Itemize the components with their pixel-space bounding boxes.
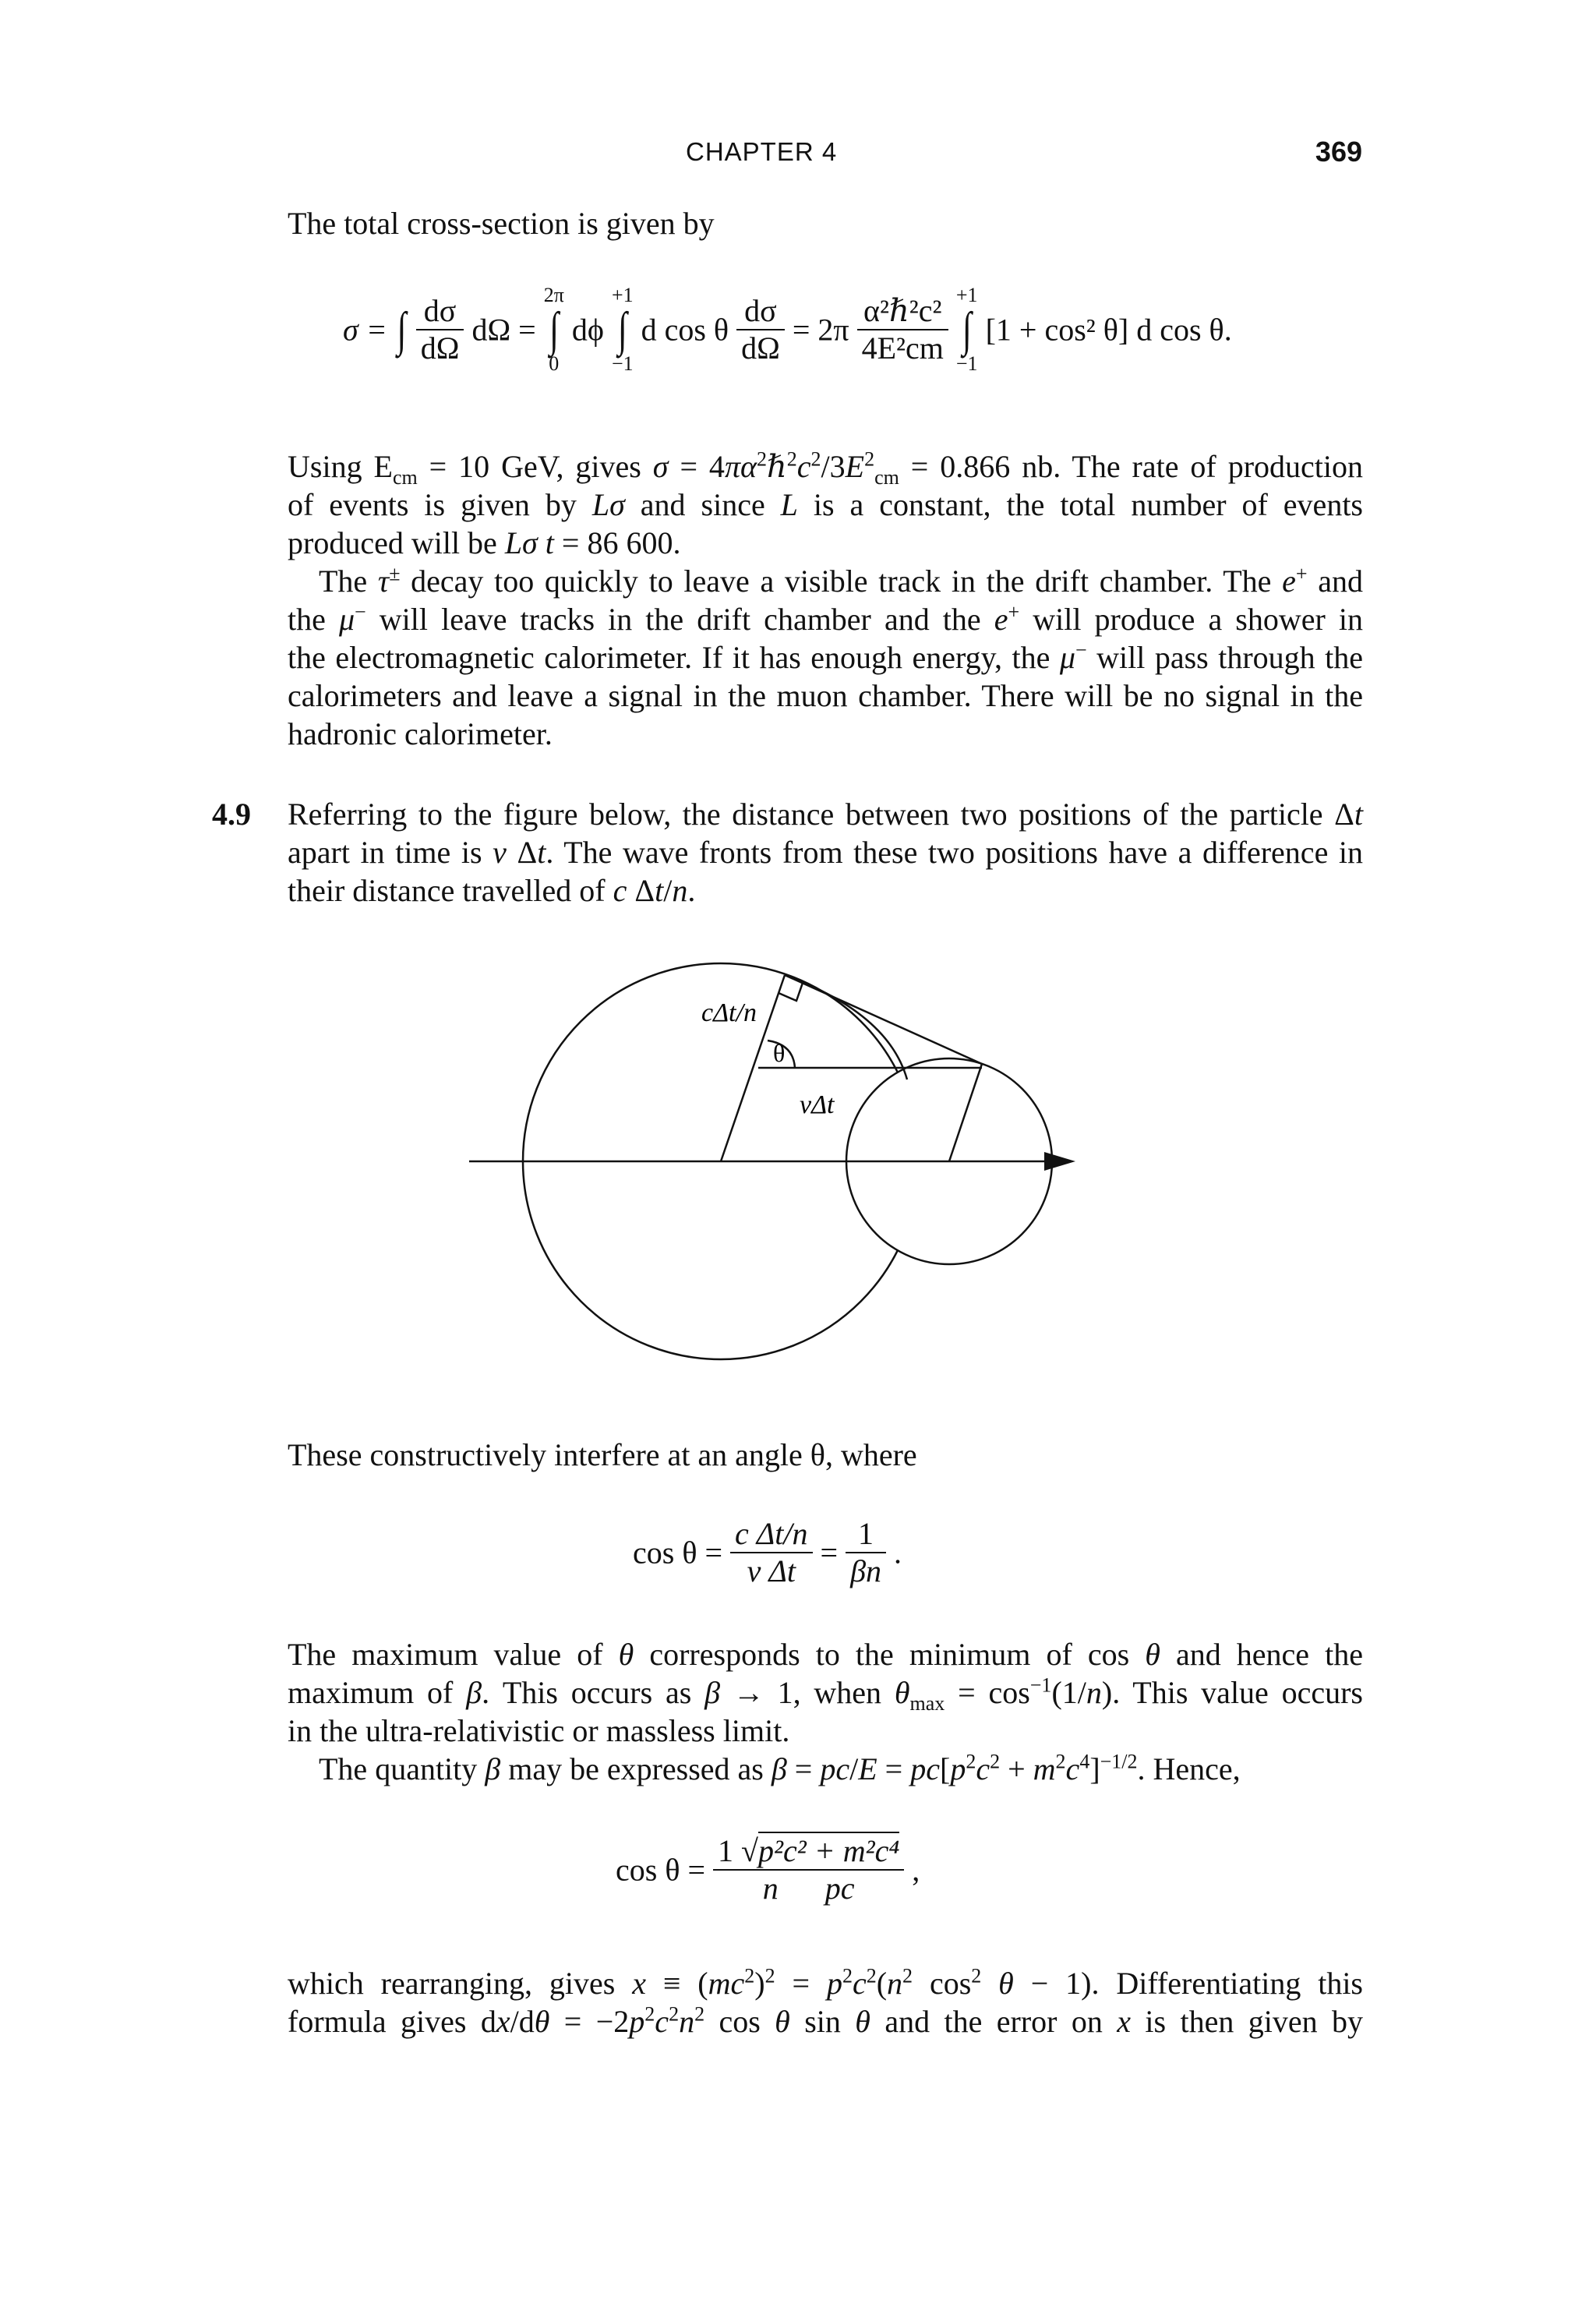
para2-line: The τ± decay too quickly to leave a visible track in the drift chamber. The e+ and xyxy=(319,562,1363,599)
para3-line: apart in time is v Δt. The wave fronts from these two positions have a difference in xyxy=(288,835,1364,870)
arc-line xyxy=(785,975,907,1079)
eq3-root: p²c² + m²c⁴ xyxy=(758,1833,900,1868)
paragraph-1 xyxy=(288,447,1363,562)
paragraph-4 xyxy=(288,1436,1363,1474)
equation-cos-theta-2 xyxy=(616,1833,920,1906)
para1-line: of events is given by Lσ and since L is a constant, the total number of events xyxy=(288,487,1363,522)
cherenkov-figure xyxy=(452,951,1122,1434)
para2-line: the μ− will leave tracks in the drift chamber and the e+ will produce a shower in xyxy=(288,600,1363,637)
para3-line: Referring to the figure below, the distance between two positions of the particle Δt xyxy=(288,797,1363,832)
equation-cross-section xyxy=(343,284,1232,375)
paragraph-2 xyxy=(288,562,1363,753)
para2-line: the electromagnetic calorimeter. If it has enough energy, the μ− will pass through the xyxy=(288,638,1364,675)
equation-cos-theta xyxy=(633,1516,902,1589)
intro-text: The total cross-section is given by xyxy=(288,206,715,241)
integral-4: +1 ∫ −1 xyxy=(955,284,978,375)
paragraph-6 xyxy=(288,1750,1363,1788)
eq2-lhs: cos θ = xyxy=(633,1535,723,1571)
integral-2: 2π ∫ 0 xyxy=(543,284,564,375)
eq1-lhs: σ = xyxy=(343,312,387,348)
paragraph-3 xyxy=(288,795,1363,910)
eq1-fraction-1: $\frac{d\sigma}{d\Omega}$ xyxy=(416,293,464,366)
para4-text: These constructively interfere at an angle θ, where xyxy=(288,1437,917,1472)
eq2-fraction-1: $\frac{\text{c Δt/n}}{\text{v Δt}}$ xyxy=(730,1516,812,1589)
para5-line: in the ultra-relativistic or massless limit. xyxy=(288,1713,790,1748)
para1-line: produced will be Lσ t = 86 600. xyxy=(288,525,681,560)
paragraph-7 xyxy=(288,1964,1363,2041)
integral-1: ∫ xyxy=(397,303,407,356)
page-number: 369 xyxy=(1315,136,1362,168)
integral-3: +1 ∫ −1 xyxy=(611,284,634,375)
para7-line: formula gives $dx/d\theta = -2p^2c^2n^2$ cos θ sin θ and the error on x is then given by xyxy=(288,2002,1363,2039)
eq1-dphi: dϕ xyxy=(571,312,604,348)
para1-line: Using $E_{cm} = 10$ GeV, gives $\sigma = 4\pi\alpha^2\hbar^2c^2/3E^2_{cm} = 0.866$ nb. The rate of production xyxy=(288,447,1363,489)
para5-line: maximum of β. This occurs as β → 1, when $\theta_{max} = \cos^{-1}(1/n)$. This value occurs xyxy=(288,1673,1364,1715)
label-c-dt-n: cΔt/n xyxy=(701,998,757,1027)
para5-line: The maximum value of θ corresponds to the minimum of cos θ and hence the xyxy=(288,1637,1363,1672)
para2-line: calorimeters and leave a signal in the muon chamber. There will be no signal in the xyxy=(288,678,1363,713)
eq1-2pi: = 2π xyxy=(792,312,849,348)
label-theta: θ xyxy=(773,1039,786,1067)
label-v-dt: vΔt xyxy=(800,1090,835,1119)
eq3-fraction: $\frac{\text{1 √p²c² + m²c⁴}}{\text{n pc}}$ xyxy=(713,1833,904,1906)
page-header xyxy=(0,134,1596,173)
running-head: CHAPTER 4 xyxy=(686,137,838,166)
eq2-fraction-2: $\frac{1}{\beta n}$ xyxy=(846,1516,886,1589)
eq2-end: . xyxy=(894,1535,902,1571)
arrowhead xyxy=(1044,1152,1075,1171)
section-number: 4.9 xyxy=(212,797,251,832)
paragraph-5 xyxy=(288,1635,1363,1750)
eq3-end: , xyxy=(912,1852,920,1888)
eq1-domega: dΩ = xyxy=(471,312,536,348)
eq1-fraction-2: $\frac{d\sigma}{d\Omega}$ xyxy=(736,293,785,366)
para3-line: their distance travelled of c Δt/n. xyxy=(288,873,696,908)
eq1-integrand: [1 + cos² θ] d cos θ. xyxy=(985,312,1232,348)
eq1-dcos: d cos θ xyxy=(641,312,729,348)
eq1-coefficient: $\frac{\text{α²ℏ²c²}}{\text{4E²cm}}$ xyxy=(857,293,948,366)
para7-line: which rearranging, gives $x \equiv (mc^2)^2 = p^2c^2(n^2$ $\cos^2 \theta - 1$). Differentiating this xyxy=(288,1964,1363,2001)
eq3-lhs: cos θ = xyxy=(616,1852,706,1888)
eq2-equals: = xyxy=(820,1535,839,1571)
para6-line: The quantity β may be expressed as $\beta = pc/E = pc[p^2c^2 + m^2c^4]^{-1/2}$. Hence, xyxy=(319,1750,1241,1786)
para2-line: hadronic calorimeter. xyxy=(288,716,553,751)
